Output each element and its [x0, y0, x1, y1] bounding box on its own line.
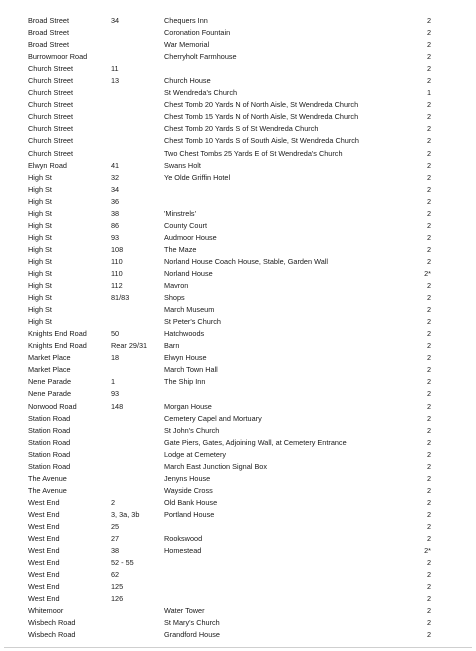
building-name-cell: St Wendreda's Church: [164, 88, 238, 98]
street-cell: West End: [28, 558, 60, 568]
building-name-cell: The Maze: [164, 244, 197, 254]
grade-cell: 2: [426, 317, 431, 327]
building-name-cell: Lodge at Cemetery: [164, 449, 227, 459]
grade-cell: 2: [426, 497, 431, 507]
table-row: [0, 208, 476, 220]
table-row: [0, 413, 476, 425]
street-cell: Station Road: [28, 437, 71, 447]
number-cell: 52 - 55: [111, 558, 134, 568]
grade-cell: 2: [426, 281, 431, 291]
building-name-cell: Chest Tomb 10 Yards S of South Aisle, St Wendreda Church: [164, 136, 359, 146]
table-row: [0, 497, 476, 509]
table-row: [0, 316, 476, 328]
number-cell: 27: [111, 534, 120, 544]
table-row: [0, 557, 476, 569]
table-row: [0, 304, 476, 316]
building-name-cell: Wayside Cross: [164, 485, 213, 495]
grade-cell: 2: [426, 521, 431, 531]
street-cell: West End: [28, 582, 60, 592]
grade-cell: 2: [426, 244, 431, 254]
grade-cell: 2: [426, 232, 431, 242]
building-name-cell: Portland House: [164, 509, 215, 519]
table-row: [0, 123, 476, 135]
building-name-cell: Water Tower: [164, 606, 205, 616]
street-cell: Broad Street: [28, 28, 69, 38]
table-row: [0, 376, 476, 388]
number-cell: 34: [111, 16, 120, 25]
number-cell: 62: [111, 570, 120, 580]
building-name-cell: Chest Tomb 20 Yards N of North Aisle, St Wendreda Church: [164, 100, 359, 110]
number-cell: 110: [111, 268, 123, 278]
table-row: [0, 605, 476, 617]
grade-cell: 2: [426, 196, 431, 206]
table-row: [0, 629, 476, 641]
street-cell: Church Street: [28, 88, 74, 98]
street-cell: West End: [28, 546, 60, 556]
grade-cell: 2: [426, 365, 431, 375]
grade-cell: 2: [426, 509, 431, 519]
building-name-cell: 'Minstrels': [164, 208, 196, 218]
building-name-cell: Shops: [164, 293, 185, 303]
number-cell: 50: [111, 329, 120, 339]
table-row: [0, 111, 476, 123]
street-cell: High St: [28, 184, 52, 194]
grade-cell: 2: [426, 124, 431, 134]
grade-cell: 2: [426, 329, 431, 339]
building-name-cell: Jenyns House: [164, 473, 211, 483]
building-name-cell: Swans Holt: [164, 160, 201, 170]
street-cell: Church Street: [28, 136, 74, 146]
number-cell: 34: [111, 184, 120, 194]
street-cell: Market Place: [28, 353, 71, 363]
table-row: [0, 401, 476, 413]
table-row: [0, 51, 476, 63]
number-cell: 13: [111, 76, 120, 86]
table-row: [0, 533, 476, 545]
grade-cell: 2: [426, 461, 431, 471]
number-cell: 126: [111, 594, 124, 604]
building-name-cell: Morgan House: [164, 401, 212, 411]
table-row: [0, 593, 476, 605]
table-row: [0, 364, 476, 376]
grade-cell: 2: [426, 630, 431, 640]
table-row: [0, 569, 476, 581]
building-name-cell: March Town Hall: [164, 365, 218, 375]
grade-cell: 2: [426, 534, 431, 544]
street-cell: West End: [28, 509, 60, 519]
grade-cell: 1: [426, 88, 431, 98]
number-cell: 38: [111, 546, 120, 556]
grade-cell: 2: [426, 618, 431, 628]
street-cell: High St: [28, 220, 52, 230]
number-cell: 41: [111, 160, 120, 170]
building-name-cell: Barn: [164, 341, 180, 351]
grade-cell: 2: [426, 485, 431, 495]
grade-cell: 2: [426, 582, 431, 592]
grade-cell: 2: [426, 160, 431, 170]
street-cell: Broad Street: [28, 16, 69, 25]
grade-cell: 2: [426, 606, 431, 616]
street-cell: High St: [28, 317, 52, 327]
street-cell: Station Road: [28, 425, 71, 435]
street-cell: High St: [28, 196, 52, 206]
building-name-cell: March East Junction Signal Box: [164, 461, 268, 471]
street-cell: West End: [28, 534, 60, 544]
grade-cell: 2: [426, 40, 431, 50]
street-cell: West End: [28, 497, 60, 507]
number-cell: 148: [111, 401, 124, 411]
grade-cell: 2: [426, 28, 431, 38]
number-cell: 38: [111, 208, 120, 218]
grade-cell: 2: [426, 401, 431, 411]
number-cell: 81/83: [111, 293, 130, 303]
grade-cell: 2: [426, 594, 431, 604]
street-cell: High St: [28, 268, 52, 278]
street-cell: Church Street: [28, 124, 74, 134]
street-cell: Broad Street: [28, 40, 69, 50]
table-row: [0, 172, 476, 184]
number-cell: 110: [111, 256, 123, 266]
listed-buildings-table: [0, 15, 476, 641]
street-cell: High St: [28, 305, 52, 315]
table-row: [0, 75, 476, 87]
street-cell: High St: [28, 281, 52, 291]
table-row: [0, 292, 476, 304]
table-row: [0, 521, 476, 533]
street-cell: High St: [28, 244, 52, 254]
table-row: [0, 545, 476, 557]
street-cell: Wisbech Road: [28, 618, 76, 628]
grade-cell: 2: [426, 425, 431, 435]
building-name-cell: St Mary's Church: [164, 618, 220, 628]
street-cell: The Avenue: [28, 473, 67, 483]
building-name-cell: The Ship Inn: [164, 377, 206, 387]
street-cell: Church Street: [28, 112, 74, 122]
number-cell: 93: [111, 232, 120, 242]
building-name-cell: Hatchwoods: [164, 329, 205, 339]
building-name-cell: Church House: [164, 76, 211, 86]
table-row: [0, 352, 476, 364]
grade-cell: 2: [426, 293, 431, 303]
table-row: [0, 581, 476, 593]
grade-cell: 2: [426, 184, 431, 194]
table-row: [0, 148, 476, 160]
grade-cell: 2: [426, 473, 431, 483]
grade-cell: 2: [426, 76, 431, 86]
number-cell: 125: [111, 582, 124, 592]
grade-cell: 2: [426, 64, 431, 74]
street-cell: High St: [28, 232, 52, 242]
street-cell: Knights End Road: [28, 341, 87, 351]
building-name-cell: Elwyn House: [164, 353, 207, 363]
number-cell: 11: [111, 64, 119, 74]
building-name-cell: March Museum: [164, 305, 215, 315]
table-row: [0, 63, 476, 75]
table-row: [0, 244, 476, 256]
grade-cell: 2: [426, 256, 431, 266]
grade-cell: 2: [426, 100, 431, 110]
street-cell: High St: [28, 293, 52, 303]
grade-cell: 2: [426, 136, 431, 146]
page-bottom-rule: [4, 647, 472, 648]
number-cell: 86: [111, 220, 120, 230]
table-row: [0, 268, 476, 280]
grade-cell: 2: [426, 16, 431, 25]
number-cell: 108: [111, 244, 124, 254]
building-name-cell: Mavron: [164, 281, 189, 291]
grade-cell: 2*: [424, 546, 431, 556]
table-row: [0, 280, 476, 292]
table-row: [0, 220, 476, 232]
number-cell: 36: [111, 196, 120, 206]
building-name-cell: Norland House Coach House, Stable, Garden Wall: [164, 256, 328, 266]
table-row: [0, 27, 476, 39]
street-cell: Whitemoor: [28, 606, 64, 616]
building-name-cell: Homestead: [164, 546, 202, 556]
building-name-cell: Ye Olde Griffin Hotel: [164, 172, 231, 182]
building-name-cell: Old Bank House: [164, 497, 218, 507]
building-name-cell: Cherryholt Farmhouse: [164, 52, 237, 62]
table-row: [0, 437, 476, 449]
grade-cell: 2: [426, 437, 431, 447]
number-cell: 2: [111, 497, 116, 507]
street-cell: Nene Parade: [28, 377, 72, 387]
street-cell: High St: [28, 172, 52, 182]
table-row: [0, 461, 476, 473]
street-cell: Station Road: [28, 413, 71, 423]
table-row: [0, 196, 476, 208]
number-cell: 112: [111, 281, 123, 291]
table-row: [0, 135, 476, 147]
building-name-cell: Norland House: [164, 268, 213, 278]
building-name-cell: Grandford House: [164, 630, 220, 640]
street-cell: West End: [28, 570, 60, 580]
table-row: [0, 256, 476, 268]
building-name-cell: County Court: [164, 220, 207, 230]
street-cell: The Avenue: [28, 485, 67, 495]
street-cell: Burrowmoor Road: [28, 52, 88, 62]
street-cell: Station Road: [28, 461, 71, 471]
number-cell: 32: [111, 172, 120, 182]
table-row: [0, 328, 476, 340]
building-name-cell: Audmoor House: [164, 232, 217, 242]
building-name-cell: Chequers Inn: [164, 16, 208, 25]
number-cell: 18: [111, 353, 120, 363]
table-row: [0, 232, 476, 244]
table-row: [0, 473, 476, 485]
building-name-cell: Coronation Fountain: [164, 28, 231, 38]
grade-cell: 2: [426, 220, 431, 230]
grade-cell: 2: [426, 52, 431, 62]
building-name-cell: Chest Tomb 20 Yards S of St Wendreda Church: [164, 124, 319, 134]
grade-cell: 2: [426, 341, 431, 351]
table-row: [0, 509, 476, 521]
grade-cell: 2: [426, 112, 431, 122]
building-name-cell: War Memorial: [164, 40, 210, 50]
table-row: [0, 184, 476, 196]
building-name-cell: Two Chest Tombs 25 Yards E of St Wendreda's Church: [164, 148, 343, 158]
table-row: [0, 39, 476, 51]
table-row: [0, 87, 476, 99]
number-cell: 93: [111, 389, 120, 399]
grade-cell: 2*: [424, 268, 431, 278]
street-cell: Nene Parade: [28, 389, 72, 399]
table-row: [0, 617, 476, 629]
building-name-cell: St Peter's Church: [164, 317, 221, 327]
table-row: [0, 425, 476, 437]
grade-cell: 2: [426, 389, 431, 399]
grade-cell: 2: [426, 148, 431, 158]
street-cell: Church Street: [28, 100, 74, 110]
street-cell: West End: [28, 594, 60, 604]
street-cell: High St: [28, 208, 52, 218]
street-cell: Church Street: [28, 64, 74, 74]
grade-cell: 2: [426, 377, 431, 387]
street-cell: Elwyn Road: [28, 160, 67, 170]
street-cell: Norwood Road: [28, 401, 77, 411]
table-row: [0, 485, 476, 497]
grade-cell: 2: [426, 558, 431, 568]
grade-cell: 2: [426, 208, 431, 218]
building-name-cell: Gate Piers, Gates, Adjoining Wall, at Cemetery Entrance: [164, 437, 347, 447]
table-row: [0, 388, 476, 400]
table-row: [0, 15, 476, 27]
street-cell: Station Road: [28, 449, 71, 459]
grade-cell: 2: [426, 570, 431, 580]
street-cell: Market Place: [28, 365, 71, 375]
number-cell: 25: [111, 521, 120, 531]
building-name-cell: Chest Tomb 15 Yards N of North Aisle, St Wendreda Church: [164, 112, 359, 122]
building-name-cell: Rookswood: [164, 534, 203, 544]
table-row: [0, 449, 476, 461]
number-cell: 3, 3a, 3b: [111, 509, 140, 519]
number-cell: Rear 29/31: [111, 341, 148, 351]
grade-cell: 2: [426, 353, 431, 363]
street-cell: High St: [28, 256, 52, 266]
street-cell: Church Street: [28, 76, 74, 86]
grade-cell: 2: [426, 449, 431, 459]
grade-cell: 2: [426, 305, 431, 315]
street-cell: West End: [28, 521, 60, 531]
building-name-cell: Cemetery Capel and Mortuary: [164, 413, 262, 423]
street-cell: Knights End Road: [28, 329, 87, 339]
number-cell: 1: [111, 377, 116, 387]
street-cell: Church Street: [28, 148, 74, 158]
table-row: [0, 99, 476, 111]
building-name-cell: St John's Church: [164, 425, 220, 435]
table-row: [0, 160, 476, 172]
grade-cell: 2: [426, 413, 431, 423]
street-cell: Wisbech Road: [28, 630, 76, 640]
grade-cell: 2: [426, 172, 431, 182]
table-row: [0, 340, 476, 352]
